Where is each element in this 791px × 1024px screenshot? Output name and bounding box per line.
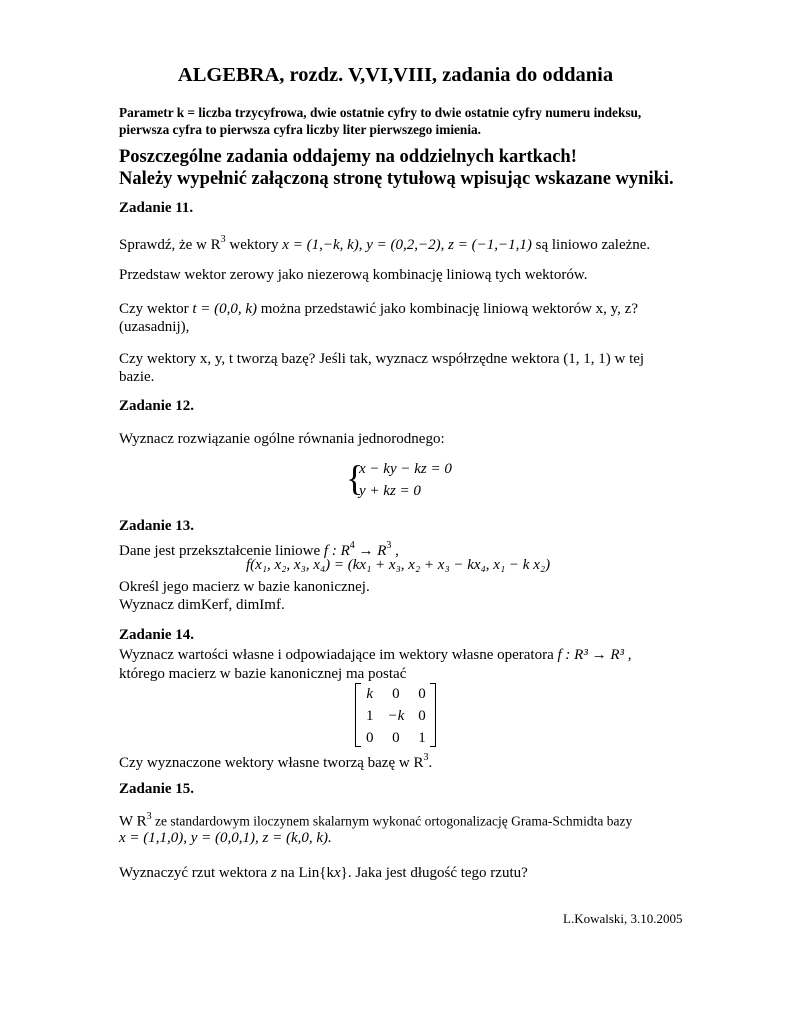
equation-1: x − ky − kz = 0	[359, 461, 452, 477]
task-15-var-x: x	[333, 865, 341, 881]
task-11-line-4: (uzasadnij),	[119, 319, 190, 335]
task-12-heading: Zadanie 12.	[119, 398, 195, 414]
task-11-heading: Zadanie 11.	[119, 200, 194, 216]
equation-2: y + kz = 0	[359, 483, 421, 499]
task-14-line-1-pre: Wyznacz wartości własne i odpowiadające im wektory własne operatora	[119, 647, 558, 663]
task-15-line-2-pre: Wyznaczyć rzut wektora	[119, 865, 271, 881]
task-14-line-3-pre: Czy wyznaczone wektory własne tworzą bazę w R	[119, 755, 424, 771]
vector-x: x = (1,−k, k),	[282, 237, 363, 253]
matrix-cell: 0	[418, 685, 426, 702]
task-14-line-3	[119, 750, 432, 772]
matrix-cell: k	[366, 685, 374, 702]
map-arrow: → R	[354, 543, 387, 559]
task-15-line-2-mid: na Lin{k	[276, 865, 334, 881]
task-11-line-5: Czy wektory x, y, t tworzą bazę? Jeśli tak, wyznacz współrzędne wektora (1, 1, 1) w tej	[119, 351, 645, 367]
matrix-right-bracket	[430, 683, 436, 747]
task-13-formula: f(x₁, x₂, x₃, x₄) = (kx₁ + x₃, x₂ + x₃ − kx₄, x₁ − k x₂)	[246, 557, 551, 573]
operator-f: f : R³ → R³	[557, 647, 624, 663]
task-13-line-3: Wyznacz dimKerf, dimImf.	[119, 597, 285, 613]
matrix-cell: 0	[392, 685, 400, 702]
vector-t: t = (0,0, k)	[192, 301, 258, 317]
task-15-line-1-post: ze standardowym iloczynem skalarnym wykonać ortogonalizację Grama-Schmidta bazy	[151, 813, 633, 829]
task-15-line-1	[119, 812, 632, 831]
map-sup-1: 4	[349, 540, 355, 551]
task-14-heading: Zadanie 14.	[119, 627, 195, 643]
task-11-text-pre: Sprawdź, że w R	[119, 237, 221, 253]
param-line-1: Parametr k = liczba trzycyfrowa, dwie ostatnie cyfry to dwie ostatnie cyfry numeru indeksu,	[119, 105, 642, 120]
task-11-sup: 3	[220, 234, 226, 245]
matrix-cell: 1	[366, 707, 374, 724]
matrix-cell: 0	[366, 729, 374, 746]
task-14-line-3-post: .	[428, 755, 433, 771]
matrix-cell: −k	[387, 707, 405, 724]
matrix-cell: 0	[392, 729, 400, 746]
matrix-row	[359, 683, 433, 705]
matrix-row	[359, 705, 433, 727]
task-13-line-1-post: ,	[391, 543, 399, 559]
task-14-line-2: którego macierz w bazie kanonicznej ma postać	[119, 666, 407, 682]
task-15-sup: 3	[146, 811, 152, 822]
footer-signature: L.Kowalski, 3.10.2005	[563, 911, 683, 926]
task-11-text-post: są liniowo zależne.	[531, 237, 651, 253]
task-11-line-1	[119, 232, 650, 254]
task-15-vectors: x = (1,1,0), y = (0,0,1), z = (k,0, k).	[119, 830, 332, 846]
vector-z: z = (−1,−1,1)	[448, 237, 532, 253]
task-15-heading: Zadanie 15.	[119, 781, 195, 797]
task-11-line-3-post: można przedstawić jako kombinację liniową wektorów x, y, z?	[257, 301, 638, 317]
task-12-line-1: Wyznacz rozwiązanie ogólne równania jednorodnego:	[119, 431, 445, 447]
task-11-line-3-pre: Czy wektor	[119, 301, 193, 317]
notice-line-2: Należy wypełnić załączoną stronę tytułową wpisując wskazane wyniki.	[119, 169, 674, 189]
vector-y: y = (0,2,−2),	[366, 237, 445, 253]
map-sup-2: 3	[386, 540, 392, 551]
task-14-line-1	[119, 646, 632, 664]
task-11-line-2: Przedstaw wektor zerowy jako niezerową kombinację liniową tych wektorów.	[119, 267, 588, 283]
task-13-heading: Zadanie 13.	[119, 518, 195, 534]
task-11-line-3	[119, 300, 638, 318]
task-11-line-6: bazie.	[119, 369, 155, 385]
matrix-cell: 0	[418, 707, 426, 724]
param-line-2: pierwsza cyfra to pierwsza cyfra liczby liter pierwszego imienia.	[119, 122, 481, 137]
task-14-line-1-post: ,	[624, 647, 632, 663]
task-13-line-1-pre: Dane jest przekształcenie liniowe	[119, 543, 324, 559]
matrix-row	[359, 727, 433, 749]
task-15-var-z: z	[270, 865, 277, 881]
map-f: f : R	[323, 543, 350, 559]
task-11-text-mid: wektory	[225, 237, 283, 253]
notice-line-1: Poszczególne zadania oddajemy na oddzielnych kartkach!	[119, 147, 577, 167]
matrix-cell: 1	[418, 729, 426, 746]
task-13-line-2: Określ jego macierz w bazie kanonicznej.	[119, 579, 370, 595]
page-title: ALGEBRA, rozdz. V,VI,VIII, zadania do oddania	[177, 64, 614, 86]
task-14-sup: 3	[423, 752, 429, 763]
system-brace: {	[346, 458, 364, 498]
task-15-line-2	[119, 864, 528, 882]
operator-matrix	[359, 683, 433, 749]
task-15-line-2-post: }. Jaka jest długość tego rzutu?	[340, 865, 528, 881]
task-15-line-1-pre: W R	[119, 813, 147, 830]
